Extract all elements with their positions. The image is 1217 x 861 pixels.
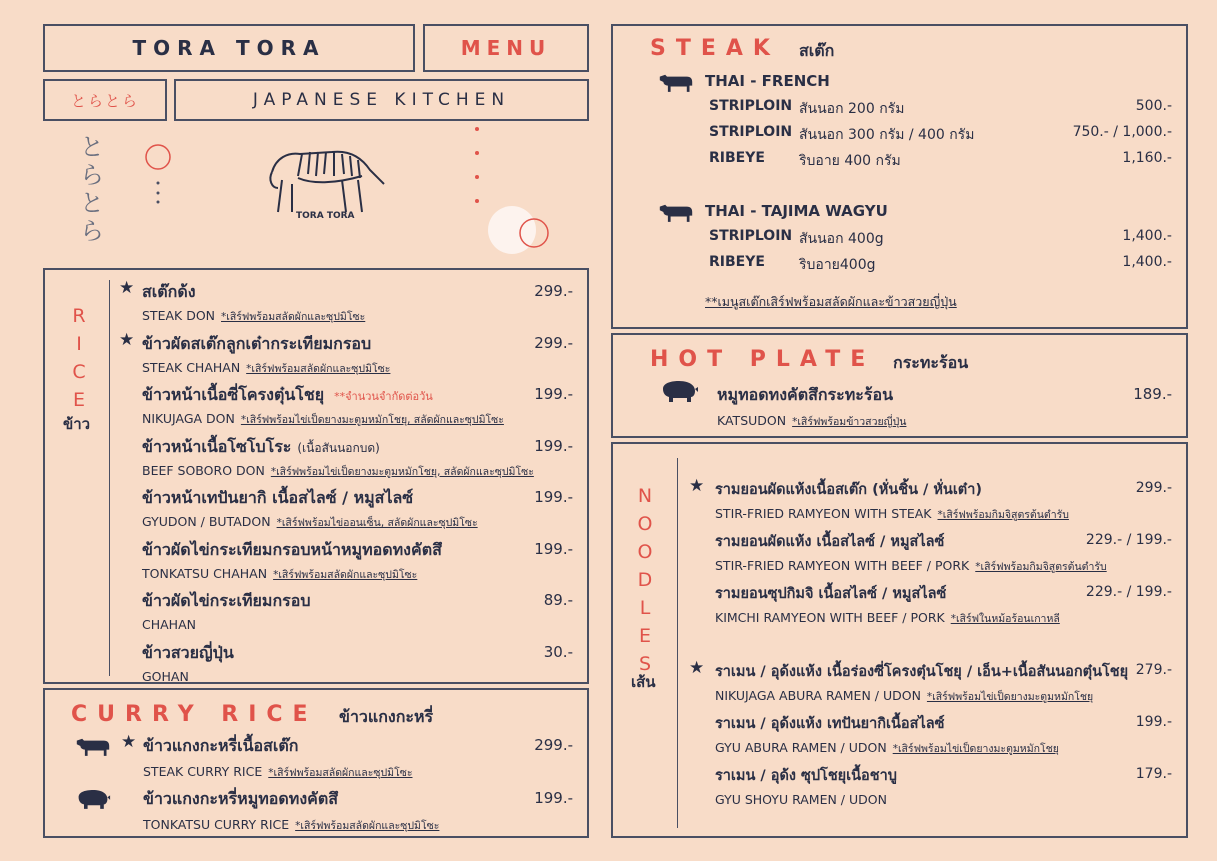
noodle-item-en (715, 558, 1107, 575)
curry-title: CURRY RICE (71, 702, 318, 727)
noodle-item-price: 229.- / 199.- (1085, 584, 1172, 600)
item-note: *เสิร์ฟพร้อมสลัดผักและซุปมิโซะ (295, 820, 440, 832)
item-en-label: STIR-FRIED RAMYEON WITH STEAK (715, 506, 932, 521)
steak-title-th: สเต๊ก (799, 41, 835, 60)
rice-item-en (142, 566, 417, 583)
rice-item-en (142, 514, 478, 531)
noodle-item-th: ราเมน / อุด้งแห้ง เทปันยากิเนื้อสไลซ์ (715, 716, 945, 732)
steak-cut-th: ริบอาย400g (799, 257, 876, 273)
subtitle-box (174, 79, 589, 121)
noodle-item-th: ราเมน / อุด้งแห้ง เนื้อร่องซี่โครงตุ๋นโชยุ / เอ็น+เนื้อสันนอกตุ๋นโชยุ (715, 664, 1129, 680)
item-note: *เสิร์ฟพร้อมสลัดผักและซุปมิโซะ (268, 767, 413, 779)
rice-item-price: 199.- (534, 539, 573, 558)
tiger-logo-icon (262, 140, 388, 220)
item-th-label: ข้าวผัดสเต๊กลูกเต๋ากระเทียมกรอบ (142, 333, 372, 353)
item-th-label: ข้าวหน้าเนื้อโซโบโระ (142, 436, 292, 456)
item-en-label: GYU SHOYU RAMEN / UDON (715, 792, 887, 807)
vertical-letter: E (72, 389, 85, 411)
curry-title-th: ข้าวแกงกะหรี่ (339, 707, 434, 726)
noodles-section (611, 442, 1188, 838)
noodle-item-en (715, 506, 1069, 523)
rice-item-price: 199.- (534, 488, 573, 506)
rice-vertical-label (67, 302, 91, 414)
rice-item-th (142, 538, 442, 563)
noodles-vertical-label (633, 482, 657, 678)
vertical-letter: O (637, 513, 653, 535)
item-note: *เสิร์ฟพร้อมข้าวสวยญี่ปุ่น (792, 416, 907, 428)
item-note: *เสิร์ฟพร้อมไข่เป็ดยางมะตูมหมักโชยุ (892, 743, 1059, 755)
item-note: *เสิร์ฟพร้อมสลัดผักและซุปมิโซะ (273, 568, 418, 581)
item-en-label: KATSUDON (717, 413, 787, 428)
noodle-item-price: 179.- (1135, 766, 1172, 782)
rice-item-price: 199.- (534, 436, 573, 455)
rice-item-th (142, 486, 413, 511)
noodle-item-price: 229.- / 199.- (1085, 532, 1172, 548)
item-note: *เสิร์ฟพร้อมสลัดผักและซุปมิโซะ (246, 362, 391, 375)
curry-item-th: ข้าวแกงกะหรี่หมูทอดทงคัตสึ (143, 789, 338, 808)
menu-label: MENU (460, 36, 552, 60)
rice-item-en (142, 617, 196, 632)
item-th-label: ข้าวหน้าเทปันยากิ เนื้อสไลซ์ / หมูสไลซ์ (142, 488, 414, 507)
curry-item-price: 199.- (534, 789, 573, 807)
item-note: *เสิร์ฟพร้อมไข่เป็ดยางมะตูมหมักโชยุ (926, 691, 1094, 703)
curry-item-en (143, 764, 413, 781)
svg-text:TORA TORA: TORA TORA (296, 211, 355, 220)
pig-icon (75, 787, 111, 811)
steak-cut: STRIPLOIN (709, 124, 793, 140)
item-th-label: สเต๊กด้ง (142, 282, 196, 301)
item-en-label: TONKATSU CURRY RICE (143, 817, 290, 832)
star-icon: ★ (121, 732, 137, 752)
rice-item-price: 299.- (534, 282, 573, 300)
item-en-label: STIR-FRIED RAMYEON WITH BEEF / PORK (715, 558, 970, 573)
steak-group-name: THAI - TAJIMA WAGYU (705, 202, 888, 220)
noodle-item-en (715, 792, 887, 807)
item-en-label: STEAK CURRY RICE (143, 764, 263, 779)
item-en-label: GYU ABURA RAMEN / UDON (715, 740, 887, 755)
steak-cut-th: ริบอาย 400 กรัม (799, 153, 901, 169)
rice-item-price: 30.- (543, 642, 573, 661)
hotplate-item-price: 189.- (1133, 385, 1172, 403)
hotplate-section (611, 333, 1188, 438)
noodle-item-th: รามยอนซุปกิมจิ เนื้อสไลซ์ / หมูสไลซ์ (715, 586, 947, 602)
star-icon: ★ (119, 278, 135, 298)
steak-cut: STRIPLOIN (709, 228, 793, 244)
rice-item-th (142, 332, 371, 357)
item-note: *เสิร์ฟพร้อมสลัดผักและซุปมิโซะ (221, 311, 366, 323)
rice-item-price: 89.- (543, 591, 573, 609)
kana-char: ら (80, 217, 104, 245)
item-th-label: ข้าวผัดไข่กระเทียมกรอบ (142, 591, 311, 610)
steak-price: 500.- (1135, 98, 1172, 114)
hotplate-item-th: หมูทอดทงคัตสึกระทะร้อน (717, 385, 894, 404)
kana-char: と (80, 189, 104, 217)
brand-box (43, 24, 415, 72)
vertical-letter: I (76, 333, 82, 355)
curry-item-en (143, 817, 439, 834)
item-note: *เสิร์ฟพร้อมกิมจิสูตรต้นตำรับ (937, 509, 1069, 521)
decor-circle-icon (142, 143, 174, 205)
rice-section (43, 268, 589, 684)
hotplate-title: HOT PLATE (650, 347, 876, 372)
steak-cut-th: สันนอก 400g (799, 231, 884, 247)
vertical-kana (80, 133, 104, 245)
vertical-letter: D (637, 569, 653, 591)
vertical-letter: R (72, 305, 86, 327)
item-th-label: ข้าวสวยญี่ปุ่น (142, 642, 234, 662)
hotplate-item-en (717, 413, 906, 430)
item-en-label: BEEF SOBORO DON (142, 462, 265, 478)
noodle-item-price: 199.- (1135, 714, 1172, 730)
item-en-label: KIMCHI RAMYEON WITH BEEF / PORK (715, 610, 945, 625)
steak-price: 1,400.- (1122, 228, 1172, 244)
rice-item-en (142, 411, 504, 428)
noodle-item-en (715, 740, 1059, 757)
steak-section (611, 24, 1188, 329)
rice-item-en (142, 669, 189, 684)
item-en-label: STEAK CHAHAN (142, 359, 241, 375)
steak-cut-th: สันนอก 300 กรัม / 400 กรัม (799, 127, 975, 143)
noodles-th-label: เส้น (631, 673, 656, 691)
rice-item-en (142, 308, 365, 325)
kana-box (43, 79, 167, 121)
item-en-label: CHAHAN (142, 617, 196, 632)
rice-item-price: 299.- (534, 333, 573, 352)
item-note: *เสิร์ฟพร้อมไข่เป็ดยางมะตูมหมักโชยุ, สลัดผักและซุปมิโซะ (270, 465, 534, 478)
noodle-item-price: 279.- (1135, 662, 1172, 678)
decor-dots-icon (470, 124, 484, 208)
steak-cut-th: สันนอก 200 กรัม (799, 101, 905, 117)
noodle-item-en (715, 688, 1093, 705)
cow-icon (658, 70, 694, 94)
curry-section (43, 688, 589, 838)
vertical-letter: S (638, 653, 652, 675)
steak-group-name: THAI - FRENCH (705, 72, 830, 90)
menu-box (423, 24, 589, 72)
item-en-label: GOHAN (142, 668, 189, 684)
rice-item-th (142, 589, 311, 614)
moon-icon (488, 204, 552, 256)
item-en-label: NIKUJAGA DON (142, 411, 235, 426)
item-en-label: STEAK DON (142, 308, 216, 323)
vertical-letter: L (639, 597, 651, 619)
steak-price: 1,400.- (1122, 254, 1172, 270)
steak-cut: RIBEYE (709, 150, 765, 166)
item-note: *เสิร์ฟพร้อมไข่ออนเซ็น, สลัดผักและซุปมิโซะ (276, 517, 478, 529)
steak-title: STEAK (650, 36, 780, 61)
curry-item-th: ข้าวแกงกะหรี่เนื้อสเต๊ก (143, 736, 299, 755)
vertical-letter: E (638, 625, 651, 647)
rice-item-th (142, 641, 234, 666)
noodles-divider (677, 458, 678, 828)
noodle-item-th: รามยอนผัดแห้ง เนื้อสไลซ์ / หมูสไลซ์ (715, 534, 945, 550)
kana-char: と (80, 133, 104, 161)
rice-item-th (142, 383, 433, 408)
vertical-letter: C (72, 361, 86, 383)
cow-icon (658, 200, 694, 224)
noodle-item-th: รามยอนผัดแห้งเนื้อสเต๊ก (หั่นชิ้น / หั่นเต๋า) (715, 482, 982, 498)
steak-price: 1,160.- (1122, 150, 1172, 166)
item-th-label: ข้าวผัดไข่กระเทียมกรอบหน้าหมูทอดทงคัตสึ (142, 539, 442, 559)
steak-cut: STRIPLOIN (709, 98, 793, 114)
pig-icon (659, 379, 699, 403)
star-icon: ★ (689, 658, 705, 678)
item-th-small: (เนื้อสันนอกบด) (297, 440, 380, 455)
steak-price: 750.- / 1,000.- (1072, 124, 1172, 140)
kana-label: とらとら (70, 91, 139, 110)
cow-icon (75, 734, 111, 758)
item-note: *เสิร์ฟพร้อมกิมจิสูตรต้นตำรับ (975, 561, 1107, 573)
item-note: *เสิร์ฟพร้อมไข่เป็ดยางมะตูมหมักโชยุ, สลัดผักและซุปมิโซะ (240, 414, 504, 426)
rice-item-en (142, 463, 534, 480)
star-icon: ★ (119, 329, 135, 350)
subtitle-label: JAPANESE KITCHEN (252, 90, 511, 110)
hotplate-title-th: กระทะร้อน (893, 353, 969, 372)
rice-item-en (142, 360, 390, 377)
vertical-letter: N (637, 485, 653, 507)
steak-cut: RIBEYE (709, 254, 765, 270)
item-en-label: TONKATSU CHAHAN (142, 565, 268, 581)
item-note: *เสิร์ฟในหม้อร้อนเกาหลี (950, 613, 1060, 625)
item-th-label: ข้าวหน้าเนื้อซี่โครงตุ๋นโชยุ (142, 385, 325, 404)
item-en-label: GYUDON / BUTADON (142, 514, 271, 529)
noodle-item-price: 299.- (1135, 480, 1172, 496)
star-icon: ★ (689, 476, 705, 496)
vertical-letter: O (637, 541, 653, 563)
rice-th-label: ข้าว (63, 415, 91, 433)
noodle-item-th: ราเมน / อุด้ง ซุปโชยุเนื้อชาบู (715, 768, 897, 784)
brand-title: TORA TORA (132, 36, 326, 60)
rice-item-price: 199.- (534, 385, 573, 403)
rice-item-th (142, 435, 380, 460)
curry-item-price: 299.- (534, 736, 573, 754)
rice-divider (109, 280, 110, 676)
steak-footnote: **เมนูสเต๊กเสิร์ฟพร้อมสลัดผักและข้าวสวยญี่ปุ่น (705, 294, 957, 309)
rice-item-th (142, 280, 196, 305)
item-th-note: **จำนวนจำกัดต่อวัน (334, 390, 433, 403)
item-en-label: NIKUJAGA ABURA RAMEN / UDON (715, 688, 921, 703)
noodle-item-en (715, 610, 1060, 627)
kana-char: ら (80, 161, 104, 189)
